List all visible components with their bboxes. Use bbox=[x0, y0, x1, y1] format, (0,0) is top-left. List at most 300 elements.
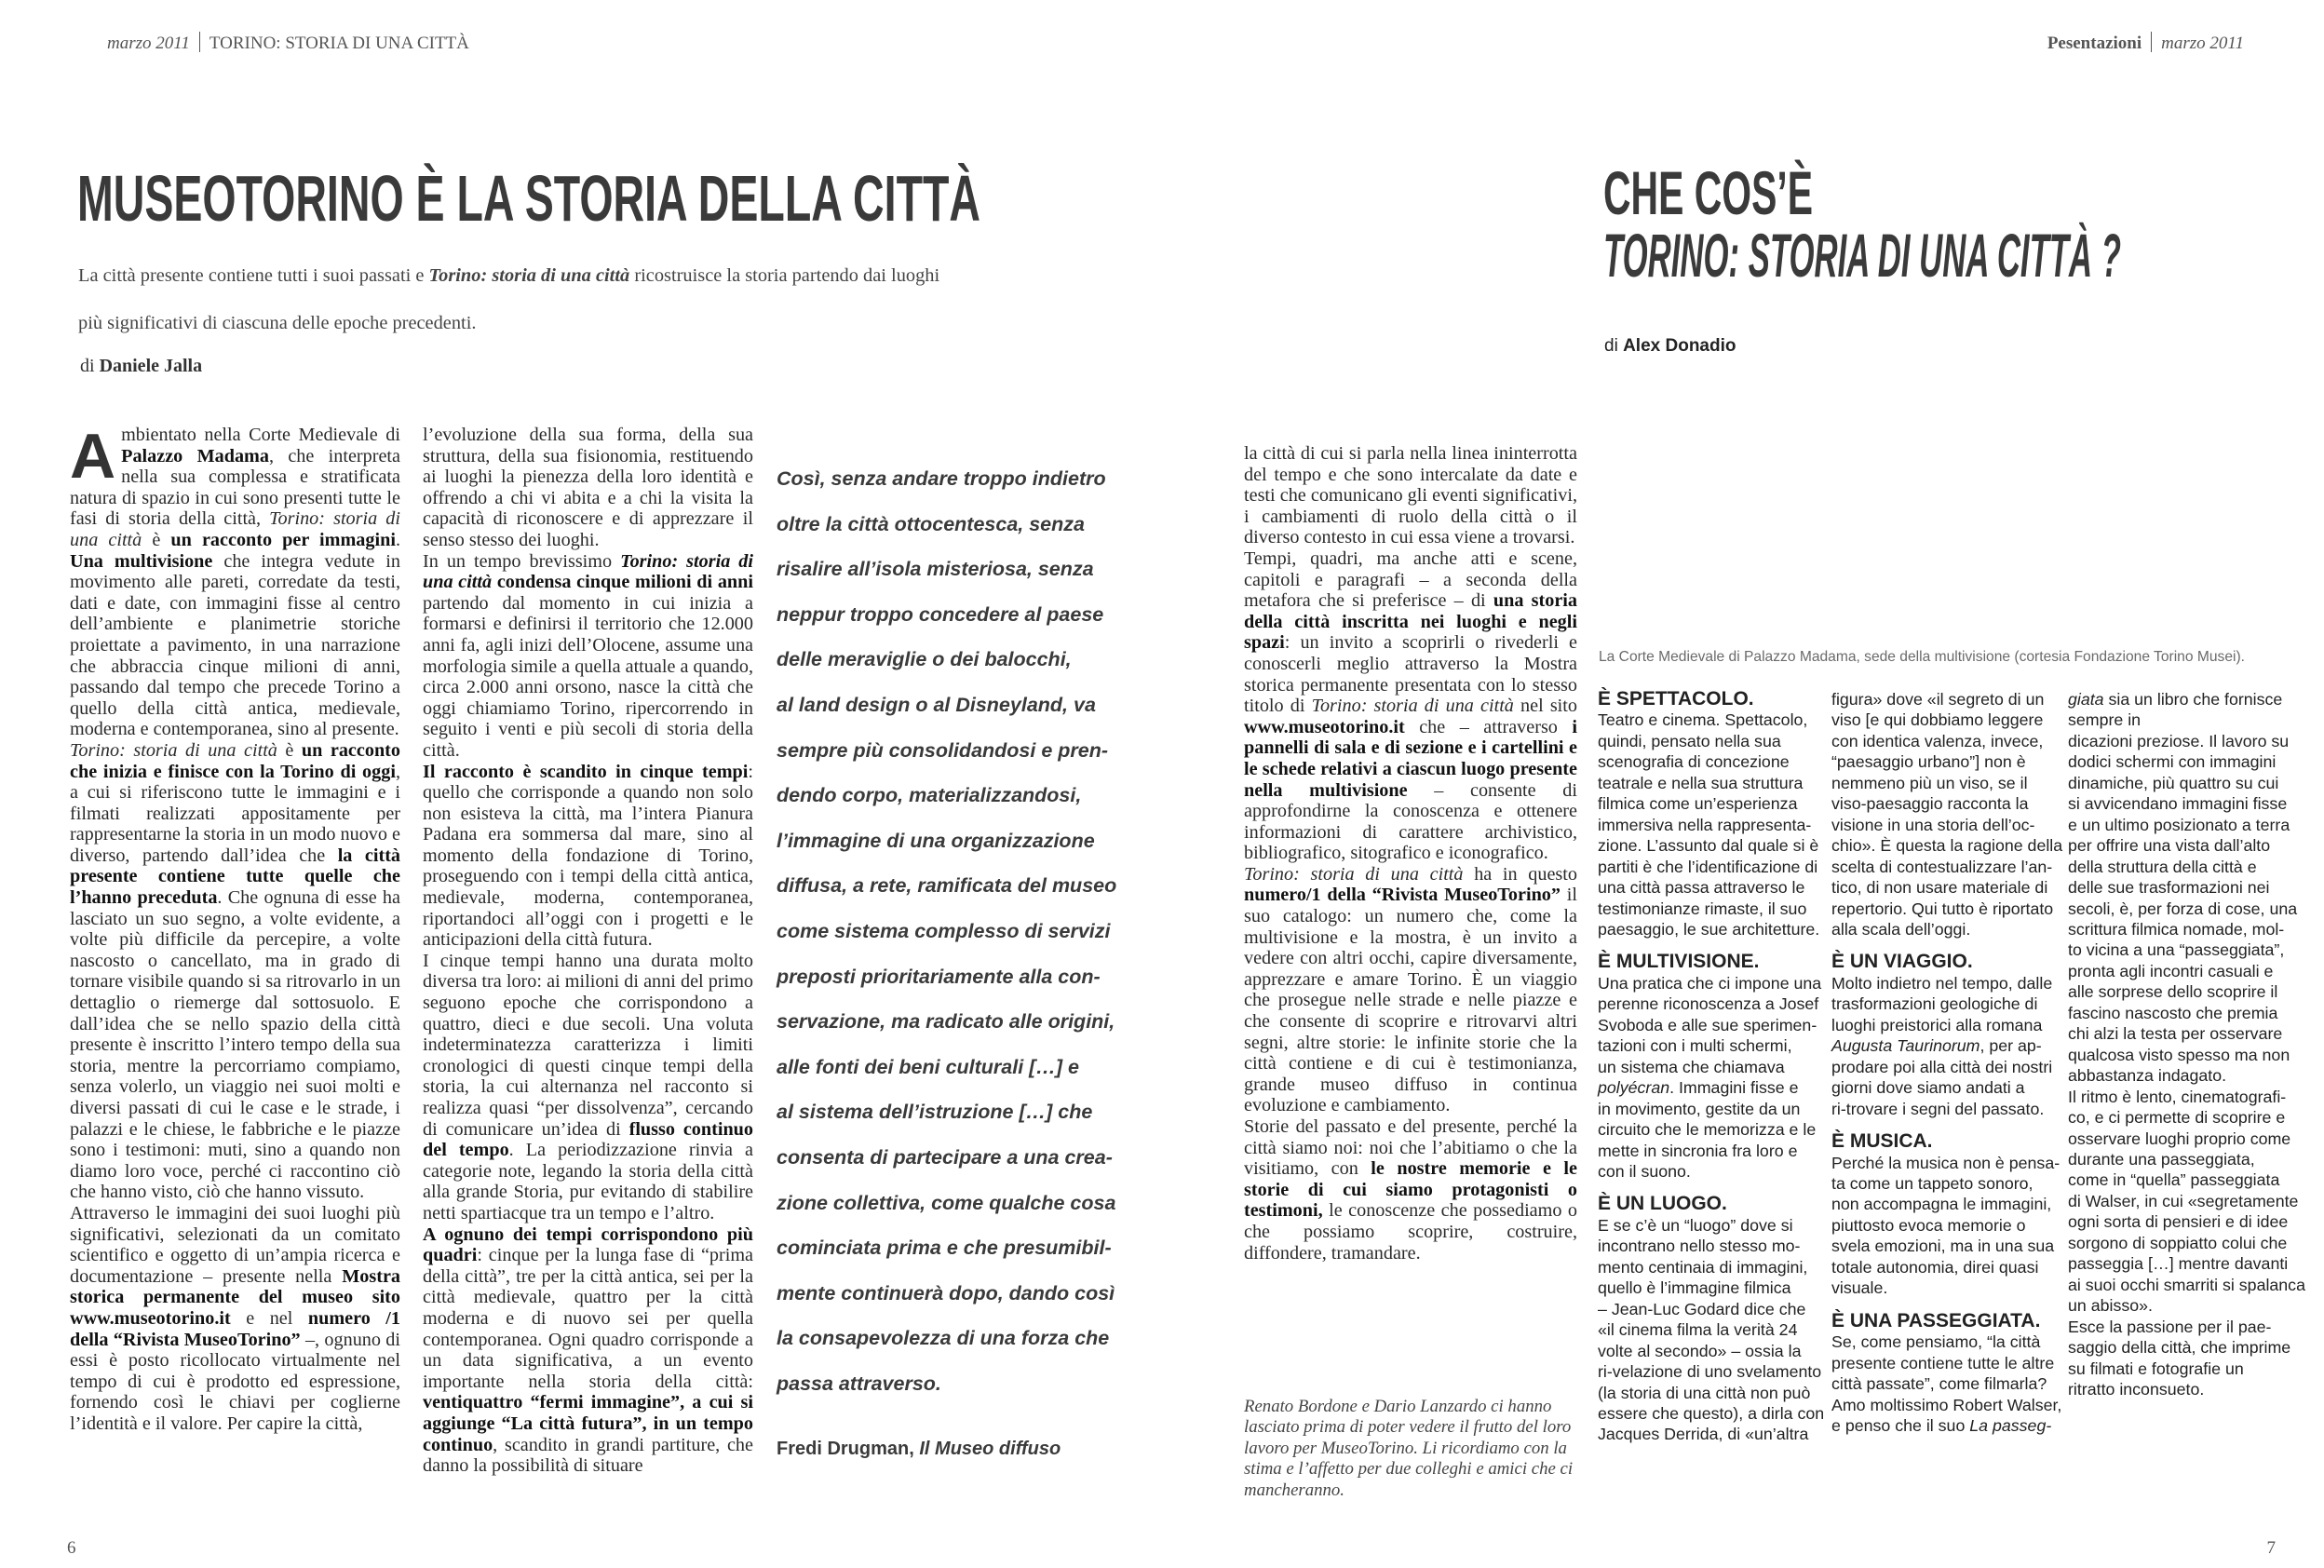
tribute-note: Renato Bordone e Dario Lanzardo ci hanno lasciato prima di poter vedere il frutto del loro lavoro per MuseoTorino. Li ricordiamo con la stima e l’affetto per due colleghi e amici che ci mancheranno. bbox=[1244, 1397, 1574, 1500]
text-line bbox=[2068, 710, 2305, 730]
pull-quote-line: delle meraviglie o dei balocchi, bbox=[777, 648, 1072, 671]
text-run: ta come un tappeto sonoro, bbox=[1831, 1173, 2034, 1193]
text-line bbox=[2068, 1211, 2305, 1232]
right-header-section: Pesentazioni bbox=[2047, 34, 2142, 53]
byline-author: Daniele Jalla bbox=[99, 356, 203, 376]
body-text-run: –, ognuno di essi è posto ricollocato virtualmente nel tempo di cui è prodotto ed espressione, fornendo così le chiavi per coglierne l’identità e il valore. Per capire la città, bbox=[70, 1329, 400, 1434]
text-line bbox=[2068, 689, 2305, 710]
body-text-run: il suo catalogo: un numero che, come la multivisione e la mostra, è un invito a vedere con altri occhi, capire diversamente, apprezzare e amare Torino. È un viaggio che prosegue nelle strade e nelle piazze e che consente di scoprire e ritrovarvi altri segni, altre storie: le infinite storie che la città contiene e di cui è testimonianza, grande museo diffuso in continua evoluzione e cambiamento. bbox=[1244, 885, 1577, 1116]
text-line bbox=[1598, 1236, 1824, 1256]
text-run: di Walser, in cui «segretamente bbox=[2068, 1191, 2299, 1210]
text-run: saggio della città, che imprime bbox=[2068, 1338, 2291, 1358]
text-run: essere che questo), a dirla con bbox=[1598, 1403, 1825, 1423]
body-text-run: Torino: storia di una città bbox=[1244, 863, 1464, 885]
text-line bbox=[2068, 1129, 2305, 1149]
text-line bbox=[1831, 773, 2062, 793]
text-line bbox=[1598, 1035, 1824, 1056]
byline-author: Alex Donadio bbox=[1623, 336, 1736, 356]
body-text-run: che – attraverso bbox=[1404, 716, 1573, 737]
text-run: viso-paesaggio racconta la bbox=[1831, 794, 2029, 814]
text-line bbox=[2068, 1275, 2305, 1295]
text-run: delle sue trasformazioni nei bbox=[2068, 878, 2270, 898]
text-line bbox=[2068, 1358, 2305, 1379]
text-line bbox=[1598, 1299, 1824, 1319]
text-line bbox=[2068, 815, 2305, 835]
text-run: si avvicendano immagini fisse bbox=[2068, 794, 2288, 814]
text-line bbox=[1831, 1257, 2062, 1277]
intro-text: ricostruisce la storia partendo dai luoghi bbox=[629, 265, 940, 286]
text-run: pronta agli incontri casuali e bbox=[2068, 961, 2274, 980]
text-line bbox=[1598, 877, 1824, 898]
text-line bbox=[1831, 1015, 2062, 1035]
section-heading: È MUSICA. bbox=[1831, 1130, 1933, 1153]
pull-quote-line: Così, senza andare troppo indietro bbox=[777, 467, 1106, 490]
pull-quote-line: neppur troppo concedere al paese bbox=[777, 602, 1104, 626]
text-line bbox=[1831, 1173, 2062, 1194]
pull-quote-line: passa attraverso. bbox=[777, 1372, 941, 1395]
text-run: immersiva nella rappresenta- bbox=[1598, 815, 1812, 834]
body-text-run: numero /1 della “Rivista MuseoTorino” bbox=[70, 1307, 401, 1350]
left-article-column-1 bbox=[70, 421, 401, 1435]
text-line bbox=[1598, 973, 1824, 994]
text-run: durante una passeggiata, bbox=[2068, 1149, 2255, 1169]
text-run: Teatro e cinema. Spettacolo, bbox=[1598, 710, 1808, 730]
text-run: Molto indietro nel tempo, dalle bbox=[1831, 973, 2053, 993]
text-line bbox=[1831, 689, 2062, 710]
text-run: per offrire una vista dall’alto bbox=[2068, 836, 2271, 856]
text-run: città passate”, come filmarla? bbox=[1831, 1374, 2047, 1394]
text-run: trasformazioni geologiche di bbox=[1831, 994, 2038, 1014]
text-line bbox=[1598, 1341, 1824, 1361]
text-line bbox=[1598, 835, 1824, 856]
text-line bbox=[1831, 1035, 2062, 1056]
text-line bbox=[2068, 919, 2305, 939]
pull-quote-line: la consapevolezza di una forza che bbox=[777, 1327, 1110, 1350]
text-run: Il ritmo è lento, cinematografi- bbox=[2068, 1087, 2287, 1106]
text-run: ogni sorta di pensieri e di idee bbox=[2068, 1212, 2289, 1232]
body-text-run: : un invito a scoprirli o rivederli e conoscerli meglio attraverso la Mostra storica permanente presentata con lo stesso titolo di bbox=[1244, 632, 1577, 717]
pull-quote-line: consenta di partecipare a una crea- bbox=[777, 1145, 1113, 1169]
text-run: , per ap- bbox=[1979, 1036, 2042, 1056]
text-run: svela emozioni, ma in una sua bbox=[1831, 1237, 2055, 1256]
text-line bbox=[2068, 731, 2305, 751]
body-text-run: Attraverso le immagini dei suoi luoghi più significativi, selezionati da un comitato scientifico e oggetto di un’ampia ricerca e documentazione – presente nella bbox=[70, 1202, 400, 1287]
body-text-run: numero/1 della “Rivista MuseoTorino” bbox=[1244, 885, 1561, 906]
text-run: chio». È questa la ragione della bbox=[1831, 836, 2063, 856]
photo-caption: La Corte Medievale di Palazzo Madama, sede della multivisione (cortesia Fondazione Torino Musei). bbox=[1599, 649, 2245, 665]
text-run: dodici schermi con immagini bbox=[2068, 752, 2277, 772]
text-run: sempre in bbox=[2068, 710, 2142, 730]
body-text-run: Torino: storia di una città bbox=[70, 508, 400, 550]
text-line bbox=[2068, 1295, 2305, 1316]
text-run: presente contiene tutte le altre bbox=[1831, 1353, 2055, 1372]
text-line bbox=[1598, 710, 1824, 730]
page-number-right: 7 bbox=[2266, 1538, 2276, 1558]
text-run: sorgono di soppiatto colui che bbox=[2068, 1233, 2288, 1252]
body-text-run: la città di cui si parla nella linea ininterrotta del tempo e che sono intercalate da date e testi che comunicano gli eventi significativi, i cambiamenti di ruolo della città o il diverso contesto in cui essa viene a trovarsi. bbox=[1244, 443, 1577, 548]
text-run: abbastanza indagato. bbox=[2068, 1066, 2227, 1086]
text-line bbox=[1831, 919, 2062, 939]
right-article-byline bbox=[1604, 336, 1736, 357]
pull-quote-line: alle fonti dei beni culturali […] e bbox=[777, 1055, 1079, 1078]
body-text-run: che integra vedute in movimento alle pareti, corredate da testi, dati e date, con immagini fisse al centro dell’ambiente e planimetrie storiche proiettate a pavimento, in una narrazione che abbraccia cinque milioni di anni, passando dal tempo che precede Torino a quello della città antica, medievale, moderna e contemporanea, sino al presente. bbox=[70, 550, 400, 740]
right-header-date: marzo 2011 bbox=[2161, 34, 2244, 53]
left-article-title: MUSEOTORINO È LA STORIA DELLA CITTÀ bbox=[77, 162, 980, 235]
text-run: visione in una storia dell’oc- bbox=[1831, 815, 2035, 834]
body-text-run: : cinque per la lunga fase di “prima della città”, tre per la città antica, sei per la città medievale, quattro per la città moderna e di nuovo sei per quella contemporanea. Ogni quadro corrisponde a un data significativa, a un evento importante nella storia della città: bbox=[423, 1245, 753, 1392]
body-text-run: Storie del passato e del presente, perché la città siamo noi: noi che l’abitiamo o che la visitiamo, con bbox=[1244, 1116, 1577, 1180]
text-run: dinamiche, più quattro su cui bbox=[2068, 773, 2279, 792]
text-line bbox=[1831, 1194, 2062, 1214]
text-run: Perché la musica non è pensa- bbox=[1831, 1153, 2061, 1172]
left-header-date: marzo 2011 bbox=[107, 34, 190, 53]
pull-quote-line: diffusa, a rete, ramificata del museo bbox=[777, 874, 1117, 898]
text-run: su filmati e fotografie un bbox=[2068, 1358, 2244, 1378]
body-text-run: I cinque tempi hanno una durata molto diversa tra loro: ai milioni di anni del primo seguono epoche che corrispondono a quattro, dieci e due secoli. Una voluta indeterminatezza caratterizza i limiti cronologici di questi cinque tempi della storia, la cui alternanza nel racconto si realizza quasi “per dissolvenza”, cercando di comunicare un’idea di bbox=[423, 950, 753, 1140]
text-line bbox=[1831, 793, 2062, 814]
text-run: to vicina a una “passeggiata”, bbox=[2068, 940, 2285, 960]
quote-source: Il Museo diffuso bbox=[919, 1439, 1061, 1459]
byline-prefix: di bbox=[1604, 336, 1624, 356]
body-text-run: Mostra storica permanente del museo sito www.museotorino.it bbox=[70, 1265, 400, 1329]
text-run: secoli, è, per forza di cose, una bbox=[2068, 899, 2298, 918]
text-run: della struttura della città e bbox=[2068, 857, 2257, 876]
text-line bbox=[1831, 1077, 2062, 1098]
body-text-run: i pannelli di sala e di sezione e i cartellini e le schede relativi a ciascun luogo presente nella multivisione bbox=[1244, 716, 1577, 801]
body-text-run: è bbox=[142, 529, 171, 550]
text-run: – Jean-Luc Godard dice che bbox=[1598, 1299, 1806, 1318]
text-line bbox=[1831, 835, 2062, 856]
text-run: dicazioni preziose. Il lavoro su bbox=[2068, 731, 2290, 750]
text-line bbox=[2068, 1169, 2305, 1190]
text-run: giorni dove siamo andati a bbox=[1831, 1078, 2025, 1098]
body-text-run: è bbox=[277, 739, 302, 761]
text-line bbox=[1598, 793, 1824, 814]
text-line bbox=[1598, 1057, 1824, 1077]
body-text-run: mbientato nella Corte Medievale di bbox=[121, 425, 400, 445]
left-article-intro-line1 bbox=[78, 265, 939, 287]
text-run: ai suoi occhi smarriti si spalanca bbox=[2068, 1275, 2305, 1294]
left-article-column-3 bbox=[1244, 443, 1577, 1264]
text-run: scenografia di concezione bbox=[1598, 752, 1790, 772]
body-text-run: A ognuno dei tempi corrispondono più quadri bbox=[423, 1223, 753, 1266]
body-text-run: www.museotorino.it bbox=[1244, 716, 1405, 737]
text-line bbox=[2068, 751, 2305, 772]
pull-quote-line: mente continuerà dopo, dando così bbox=[777, 1281, 1115, 1304]
text-line bbox=[1831, 1153, 2062, 1173]
text-line bbox=[2068, 1337, 2305, 1358]
text-run: perenne riconoscenza a Josef bbox=[1598, 994, 1819, 1014]
text-line bbox=[2068, 1233, 2305, 1253]
text-run: totale autonomia, direi quasi bbox=[1831, 1257, 2039, 1277]
text-line bbox=[1831, 1353, 2062, 1373]
text-line bbox=[2068, 1149, 2305, 1169]
pull-quote-line: al land design o al Disneyland, va bbox=[777, 693, 1096, 716]
left-article-byline bbox=[80, 356, 202, 377]
left-running-header bbox=[107, 32, 469, 54]
body-text-run: In un tempo brevissimo bbox=[423, 550, 621, 572]
body-text-run: ventiquattro “fermi immagine”, a cui si aggiunge “La città futura”, in un tempo continuo bbox=[423, 1392, 753, 1455]
text-run: partiti è che l’identificazione di bbox=[1598, 857, 1818, 876]
text-line bbox=[1598, 1161, 1824, 1182]
pull-quote-line: risalire all’isola misteriosa, senza bbox=[777, 558, 1094, 581]
text-line bbox=[1831, 973, 2062, 994]
text-run: Jacques Derrida, di «un’altra bbox=[1598, 1425, 1809, 1444]
body-text-run: le nostre memorie e le storie di cui siamo protagonisti o testimoni, bbox=[1244, 1158, 1577, 1222]
text-run: in movimento, gestite da un bbox=[1598, 1099, 1801, 1118]
byline-prefix: di bbox=[80, 356, 100, 376]
right-article-column-3 bbox=[2068, 689, 2305, 1399]
text-run: viso [e qui dobbiamo leggere bbox=[1831, 710, 2044, 730]
text-run: passeggia […] mentre davanti bbox=[2068, 1254, 2289, 1274]
text-line bbox=[1598, 1319, 1824, 1340]
body-text-run: flusso continuo del tempo bbox=[423, 1118, 753, 1161]
text-line bbox=[1598, 1015, 1824, 1035]
body-text-run: . La periodizzazione rinvia a categorie note, legando la storia della città alla grande Storia, pur evitando di stabilire netti spartiacque tra un tempo e l’altro. bbox=[423, 1140, 753, 1223]
body-text-run: , che interpreta nella sua complessa e stratificata natura di spazio in cui sono presenti tutte le fasi di storia della città, bbox=[70, 445, 400, 530]
text-run: volte al secondo» – ossia la bbox=[1598, 1341, 1802, 1360]
text-line bbox=[2068, 939, 2305, 960]
text-run: scelta di contestualizzare l’an- bbox=[1831, 857, 2053, 876]
body-text-run: Una multivisione bbox=[70, 550, 213, 572]
header-divider bbox=[2151, 32, 2152, 52]
text-run: prodare poi alla città dei nostri bbox=[1831, 1057, 2053, 1076]
text-run: Amo moltissimo Robert Walser, bbox=[1831, 1395, 2062, 1414]
text-run: incontrano nello stesso mo- bbox=[1598, 1237, 1801, 1256]
text-line bbox=[1831, 1331, 2062, 1352]
text-run: ritratto inconsueto. bbox=[2068, 1379, 2205, 1399]
text-line bbox=[2068, 1379, 2305, 1399]
text-run: co, e ci permette di scoprire e bbox=[2068, 1108, 2286, 1128]
text-line bbox=[2068, 1065, 2305, 1086]
text-run: circuito che le memorizza e le bbox=[1598, 1120, 1817, 1140]
body-text-run: , a cui si riferiscono tutte le immagini e i filmati realizzati appositamente per rappresentarne la storia in un modo nuovo e diverso, partendo dall’idea che bbox=[70, 761, 400, 866]
text-run: come in “quella” passeggiata bbox=[2068, 1170, 2280, 1190]
text-line bbox=[2068, 899, 2305, 919]
body-text-run: : quello che corrisponde a quando non solo non esisteva la città, ma l’intera Pianura Padana era sommersa dal mare, sino al momento della fondazione di Torino, proseguendo con i tempi della città antica, medievale, moderna, contemporanea, riportandoci all’oggi con i progetti e le anticipazioni della città futura. bbox=[423, 761, 753, 951]
right-article-title-line1: CHE COS’È bbox=[1603, 158, 1813, 227]
text-run: tico, di non usare materiale di bbox=[1831, 878, 2048, 898]
text-run: «il cinema filma la verità 24 bbox=[1598, 1320, 1798, 1340]
text-line bbox=[1598, 1099, 1824, 1119]
text-run: “paesaggio urbano”] non è bbox=[1831, 752, 2026, 772]
right-article-column-1 bbox=[1598, 689, 1824, 1445]
text-line bbox=[1598, 1424, 1824, 1444]
text-line bbox=[1598, 1257, 1824, 1277]
body-text-run: partendo dal momento in cui inizia a formarsi e definirsi il territorio che 12.000 anni fa, agli inizi dell’Olocene, assume una morfologia simile a quella attuale a quando, circa 2.000 anni orsono, nasce la città che oggi chiamiamo Torino, ripercorrendo in seguito i venti e più secoli di storia della città. bbox=[423, 592, 753, 761]
text-line bbox=[1598, 815, 1824, 835]
pull-quote-line: l’immagine di una organizzazione bbox=[777, 829, 1095, 852]
section-heading: È UN VIAGGIO. bbox=[1831, 951, 1973, 973]
left-article-column-2 bbox=[423, 425, 753, 1477]
text-line bbox=[1831, 815, 2062, 835]
text-run: mento centinaia di immagini, bbox=[1598, 1257, 1808, 1277]
body-text-run: le conoscenze che possediamo o che possiamo scoprire, costruire, diffondere, tramandare. bbox=[1244, 1200, 1577, 1264]
text-run: filmica come un’esperienza bbox=[1598, 794, 1798, 814]
text-line bbox=[1598, 994, 1824, 1014]
italic-term: Augusta Taurinorum bbox=[1831, 1036, 1980, 1056]
text-run: nemmeno più un viso, se il bbox=[1831, 773, 2028, 792]
drop-cap: A bbox=[70, 421, 116, 492]
text-line bbox=[2068, 857, 2305, 877]
section-gap bbox=[1831, 1299, 2062, 1311]
body-text-run: , scandito in grandi partiture, che danno la possibilità di situare bbox=[423, 1434, 753, 1477]
section-heading: È MULTIVISIONE. bbox=[1598, 951, 1760, 973]
body-text-run: e nel bbox=[230, 1307, 308, 1329]
text-run: qualcosa visto spesso ma non bbox=[2068, 1045, 2290, 1064]
text-line bbox=[1831, 1236, 2062, 1256]
text-run: fascino nascosto che premia bbox=[2068, 1003, 2278, 1022]
text-run: non accompagna le immagini, bbox=[1831, 1195, 2052, 1214]
text-run: Svoboda e alle sue sperimen- bbox=[1598, 1015, 1817, 1034]
intro-title-ref: Torino: storia di una città bbox=[428, 265, 630, 286]
body-text-run: nel sito bbox=[1513, 696, 1577, 717]
pull-quote-line: zione collettiva, come qualche cosa bbox=[777, 1191, 1116, 1214]
text-line bbox=[1831, 731, 2062, 751]
text-run: piuttosto evoca memorie o bbox=[1831, 1215, 2026, 1235]
text-line bbox=[1598, 1277, 1824, 1298]
text-run: e penso che il suo bbox=[1831, 1415, 1970, 1435]
italic-term: La passeg- bbox=[1969, 1415, 2052, 1435]
pull-quote-line: cominciata prima e che presumibil- bbox=[777, 1237, 1112, 1260]
text-line bbox=[1598, 1383, 1824, 1403]
text-line bbox=[2068, 1045, 2305, 1065]
text-line bbox=[1831, 1373, 2062, 1394]
text-run: una città passa attraverso le bbox=[1598, 878, 1805, 898]
body-text-run: una storia della città inscritta nei luoghi e negli spazi bbox=[1244, 590, 1577, 654]
text-line bbox=[2068, 1023, 2305, 1044]
text-run: Una pratica che ci impone una bbox=[1598, 973, 1822, 993]
text-line bbox=[2068, 835, 2305, 856]
text-line bbox=[2068, 981, 2305, 1002]
text-run: con identica valenza, invece, bbox=[1831, 731, 2044, 750]
text-run: alle sorprese dello scoprire il bbox=[2068, 982, 2278, 1002]
text-line bbox=[2068, 1087, 2305, 1107]
text-line bbox=[2068, 1317, 2305, 1337]
text-line bbox=[1831, 1057, 2062, 1077]
text-line bbox=[2068, 961, 2305, 981]
italic-term: giata bbox=[2068, 690, 2104, 709]
text-line bbox=[2068, 793, 2305, 814]
pull-quote-line: preposti prioritariamente alla con- bbox=[777, 965, 1101, 988]
body-text-run: ha in questo bbox=[1463, 863, 1577, 885]
text-line bbox=[2068, 1253, 2305, 1274]
left-header-title: TORINO: STORIA DI UNA CITTÀ bbox=[209, 34, 469, 53]
text-line bbox=[1598, 857, 1824, 877]
text-line bbox=[1831, 1277, 2062, 1298]
text-line bbox=[1831, 1395, 2062, 1415]
body-text-run: la città presente contiene tutte quelle che l’hanno preceduta bbox=[70, 845, 401, 909]
text-run: testimonianze rimaste, il suo bbox=[1598, 899, 1807, 918]
text-run: un sistema che chiamava bbox=[1598, 1057, 1785, 1076]
text-run: sia un libro che fornisce bbox=[2103, 690, 2283, 709]
right-article-column-2 bbox=[1831, 689, 2062, 1436]
text-run: mette in sincronia fra loro e bbox=[1598, 1141, 1798, 1160]
pull-quote-line: al sistema dell’istruzione […] che bbox=[777, 1101, 1093, 1124]
right-article-title-line2: TORINO: STORIA DI UNA CITTÀ ? bbox=[1603, 221, 2121, 290]
quote-author: Fredi Drugman, bbox=[777, 1439, 920, 1459]
text-run: con il suono. bbox=[1598, 1161, 1691, 1181]
text-line bbox=[1598, 1141, 1824, 1161]
pull-quote-line: sempre più consolidandosi e pren- bbox=[777, 738, 1109, 762]
body-text-run: . bbox=[395, 529, 400, 550]
text-line bbox=[1598, 731, 1824, 751]
text-run: scrittura filmica nomade, mol- bbox=[2068, 919, 2285, 939]
text-run: E se c’è un “luogo” dove si bbox=[1598, 1215, 1793, 1235]
text-line bbox=[1831, 1215, 2062, 1236]
text-line bbox=[2068, 773, 2305, 793]
body-text-run: Torino: storia di una città bbox=[1311, 696, 1514, 717]
text-line bbox=[1831, 994, 2062, 1014]
text-run: paesaggio, le sue architetture. bbox=[1598, 919, 1820, 939]
text-run: ri-velazione di uno svelamento bbox=[1598, 1362, 1822, 1382]
text-line bbox=[1598, 751, 1824, 772]
body-text-run: l’evoluzione della sua forma, della sua struttura, della sua fisionomia, restituendo ai luoghi la pienezza della loro identità e offrendo a chi vi abita e a chi la visita la capacità di riconoscere e di apprezzare il senso stesso dei luoghi. bbox=[423, 425, 753, 550]
text-run: . Immagini fisse e bbox=[1669, 1078, 1799, 1098]
pull-quote-line: servazione, ma radicato alle origini, bbox=[777, 1010, 1115, 1034]
text-line bbox=[1598, 1215, 1824, 1236]
text-line bbox=[2068, 1107, 2305, 1128]
text-run: osservare luoghi proprio come bbox=[2068, 1129, 2291, 1148]
text-run: (la storia di una città non può bbox=[1598, 1383, 1811, 1402]
text-run: un abisso». bbox=[2068, 1296, 2153, 1316]
body-text-run: un racconto che inizia e finisce con la Torino di oggi bbox=[70, 739, 400, 782]
text-line bbox=[1598, 1119, 1824, 1140]
text-line bbox=[1831, 1099, 2062, 1119]
intro-text: La città presente contiene tutti i suoi passati e bbox=[78, 265, 429, 286]
text-line bbox=[1831, 710, 2062, 730]
body-text-run: – consente di approfondirne la conoscenza e ottenere informazioni di carattere archivistico, bibliografico, sitografico e iconografico. bbox=[1244, 779, 1577, 864]
body-text-run: Torino: storia di una città bbox=[70, 739, 277, 761]
text-line bbox=[1598, 1361, 1824, 1382]
pull-quote-attribution bbox=[777, 1439, 1061, 1460]
text-line bbox=[2068, 1003, 2305, 1023]
text-line bbox=[2068, 877, 2305, 898]
section-heading: È SPETTACOLO. bbox=[1598, 688, 1754, 710]
right-running-header bbox=[2047, 32, 2244, 54]
text-run: figura» dove «il segreto di un bbox=[1831, 690, 2045, 709]
body-text-run: Il racconto è scandito in cinque tempi bbox=[423, 761, 749, 782]
pull-quote bbox=[777, 456, 1116, 1406]
text-run: visuale. bbox=[1831, 1278, 1888, 1298]
text-line bbox=[1598, 1403, 1824, 1424]
page-number-left: 6 bbox=[67, 1538, 76, 1558]
text-line bbox=[1598, 919, 1824, 939]
body-text-run: un racconto per immagini bbox=[170, 529, 396, 550]
text-run: ri-trovare i segni del passato. bbox=[1831, 1099, 2045, 1118]
text-line bbox=[1598, 773, 1824, 793]
body-text-run: condensa cinque milioni di anni bbox=[496, 572, 753, 593]
body-text-run: Tempi, quadri, ma anche atti e scene, capitoli e paragrafi – a seconda della metafora che si preferisce – di bbox=[1244, 547, 1577, 612]
text-line bbox=[1598, 1077, 1824, 1098]
header-divider bbox=[199, 32, 200, 52]
text-run: zione. L’assunto dal quale si è bbox=[1598, 836, 1819, 856]
text-line bbox=[2068, 1191, 2305, 1211]
text-line bbox=[1598, 899, 1824, 919]
left-article-intro-line2: più significativi di ciascuna delle epoche precedenti. bbox=[78, 313, 477, 333]
text-line bbox=[1831, 751, 2062, 772]
text-line bbox=[1831, 1415, 2062, 1436]
body-text-run: Palazzo Madama bbox=[121, 445, 269, 466]
pull-quote-line: oltre la città ottocentesca, senza bbox=[777, 512, 1085, 535]
emphasis-title: Torino: storia di una città bbox=[423, 550, 754, 593]
text-run: e un ultimo posizionato a terra bbox=[2068, 815, 2290, 834]
text-run: repertorio. Qui tutto è riportato bbox=[1831, 899, 2054, 918]
pull-quote-line: dendo corpo, materializzandosi, bbox=[777, 784, 1082, 807]
text-line bbox=[1831, 877, 2062, 898]
text-run: luoghi preistorici alla romana bbox=[1831, 1015, 2043, 1034]
pull-quote-line: come sistema complesso di servizi bbox=[777, 919, 1111, 942]
